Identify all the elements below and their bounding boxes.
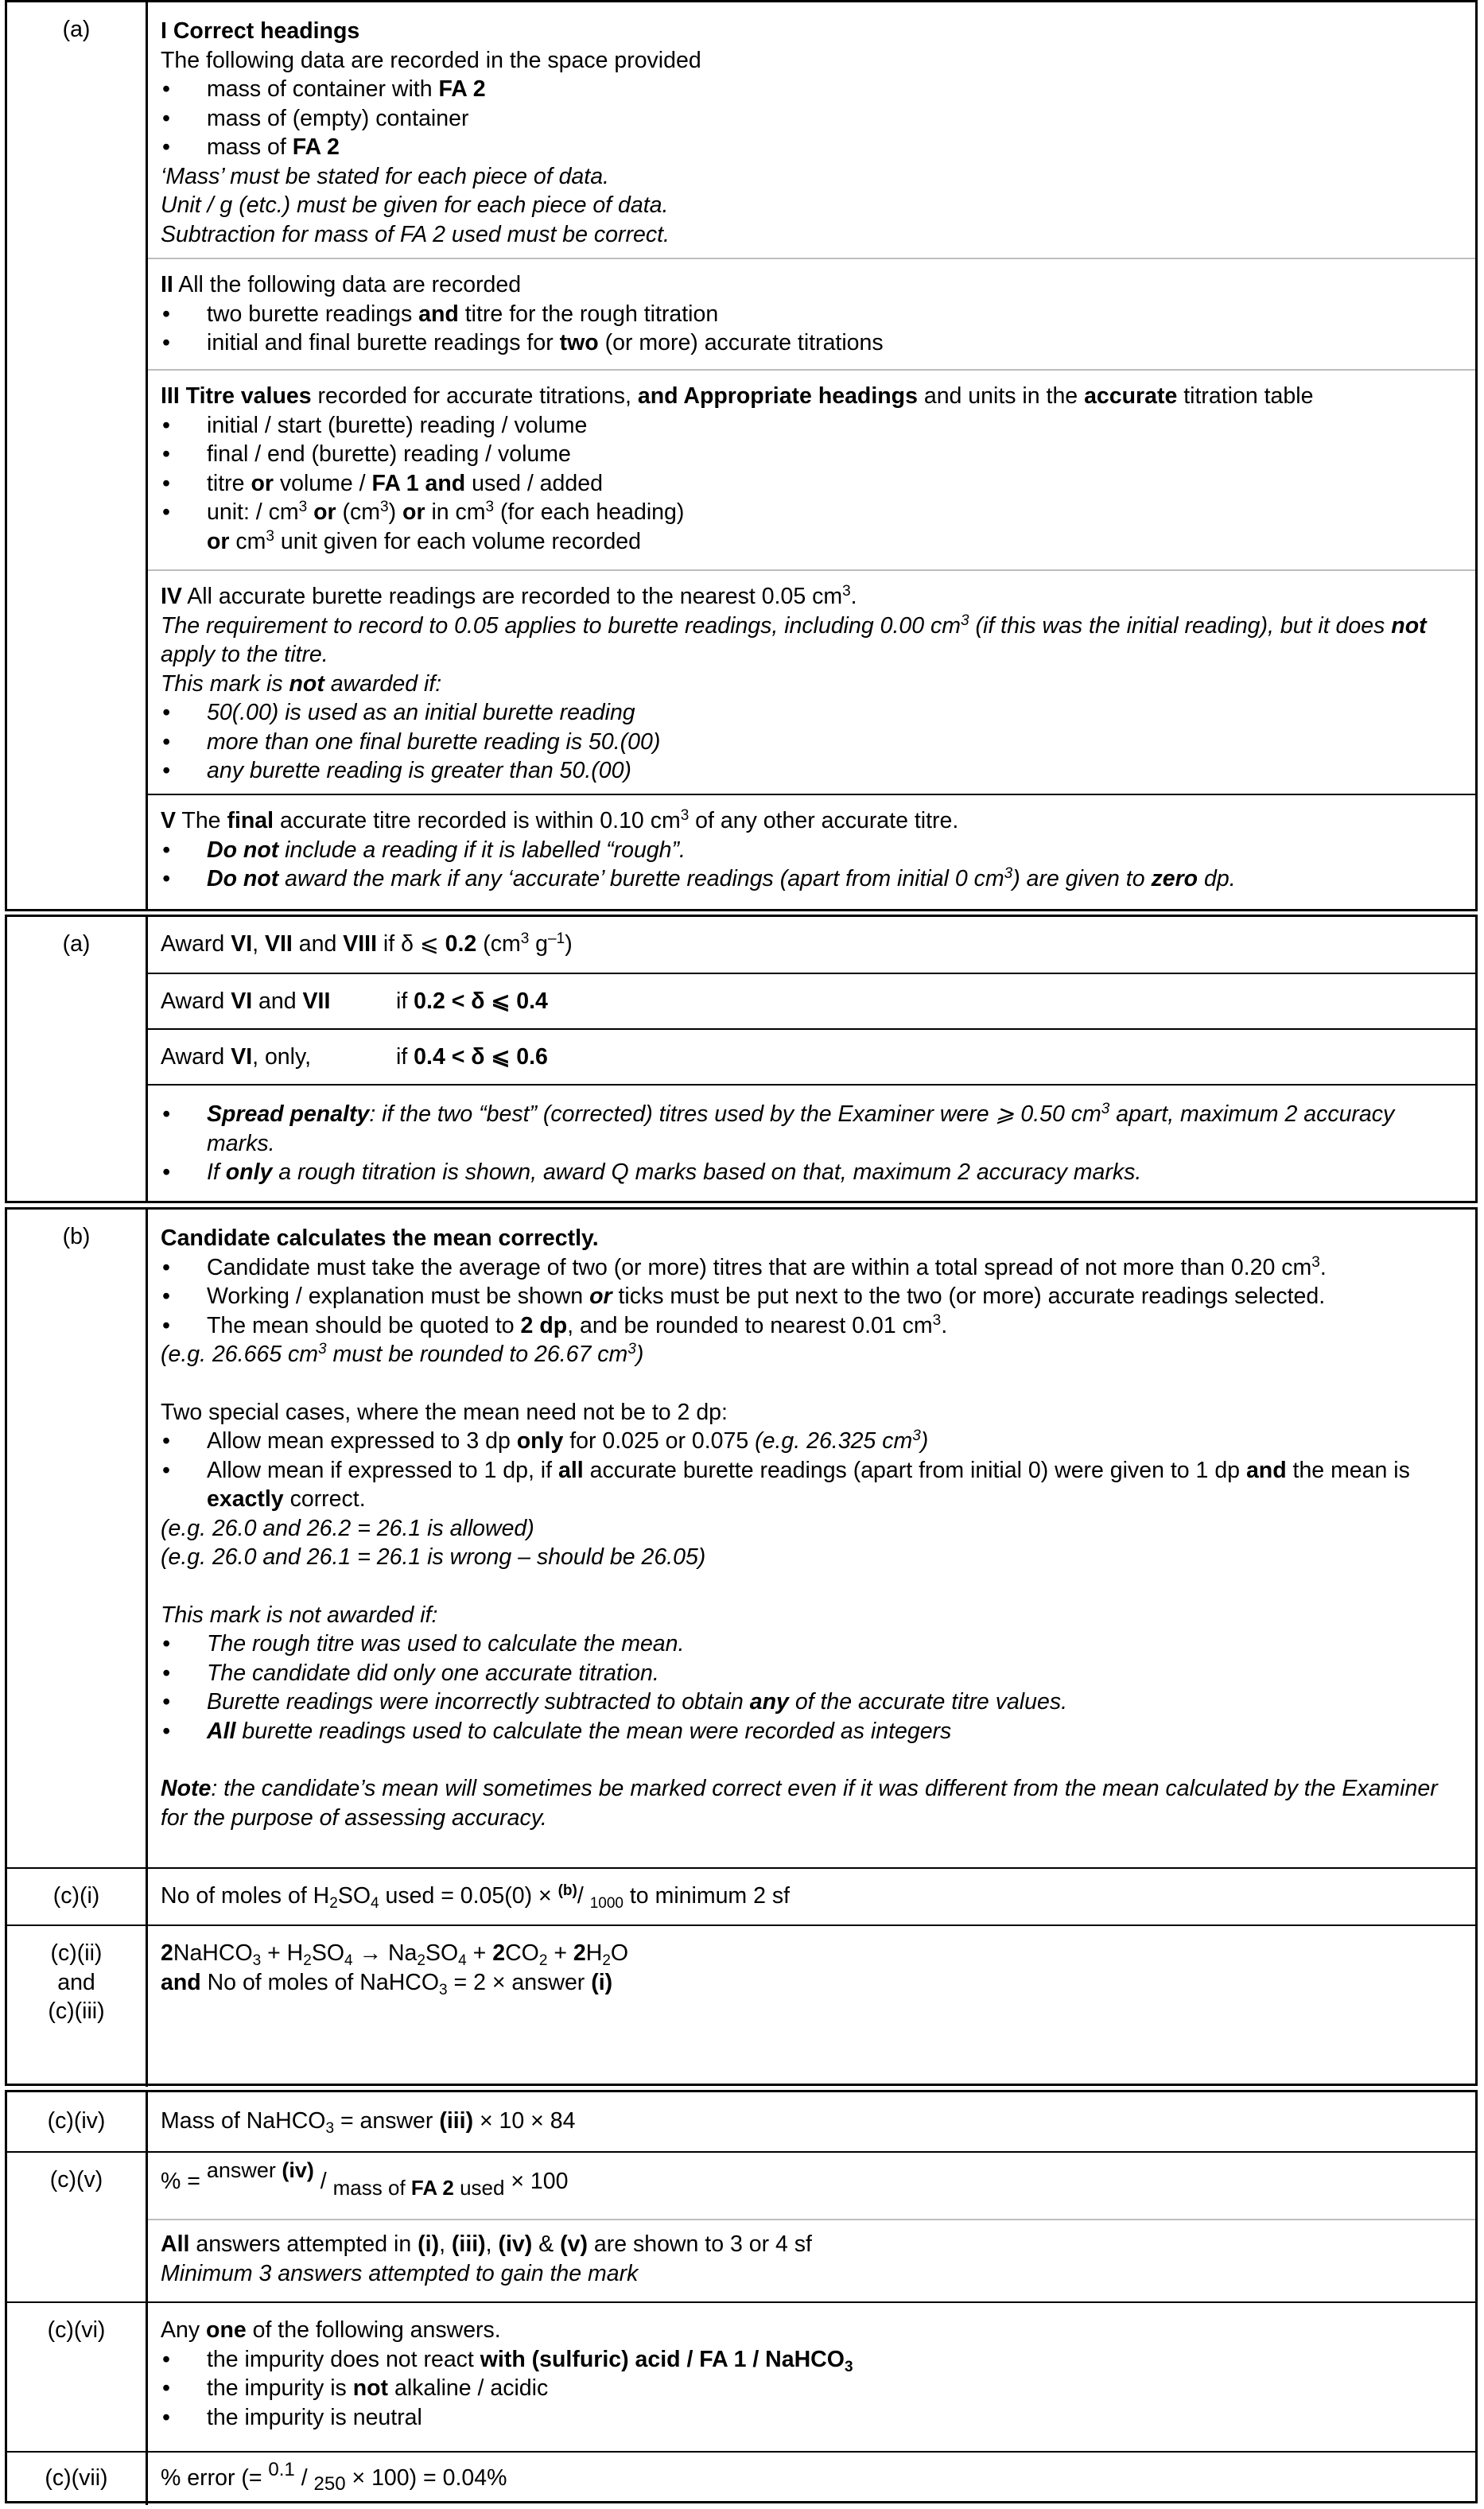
list-item: • Burette readings were incorrectly subtracted to obtain any of the accurate titre values. — [161, 1688, 1463, 1717]
row-c-v: (c)(v) % = $^{answer (iv)}$ / $_{mass of FA 2 used}$ × 100 All answers attempted in (i), (iii), (iv) & (v) are shown to 3 or 4 sf Minimum 3 answers attempted to gain the mark — [7, 2153, 1475, 2303]
list-item: • The rough titre was used to calculate the mean. — [161, 1629, 1463, 1659]
list-item: • Working / explanation must be shown or ticks must be put next to the two (or more) accurate readings selected. — [161, 1282, 1463, 1311]
list-item: • mass of container with FA 2 — [161, 75, 1463, 104]
accuracy-row-3: Award VI, only, if 0.4 < δ ⩽ 0.6 — [148, 1030, 1475, 1086]
list-item: • any burette reading is greater than 50.(00) — [161, 756, 1463, 786]
list-item: • The mean should be quoted to 2 dp, and be rounded to nearest 0.01 $cm^3$. — [161, 1311, 1463, 1341]
row-c-iv: (c)(iv) Mass of NaHCO$_3$ = answer (iii) × 10 × 84 — [7, 2092, 1475, 2153]
section-label-cell — [7, 2, 148, 909]
section-label-cell — [7, 917, 148, 1201]
list-item: • titre or volume / FA 1 and used / added — [161, 469, 1463, 499]
note-line: ‘Mass’ must be stated for each piece of data. — [161, 163, 609, 189]
list-item: • more than one final burette reading is 50.(00) — [161, 728, 1463, 757]
question-label: (a) — [62, 931, 91, 957]
section-c-iv-vii — [5, 2090, 1478, 2503]
question-label: and — [57, 1969, 95, 1995]
list-item: • the impurity is neutral — [161, 2403, 1463, 2433]
text-line: Any one of the following answers. — [161, 2317, 501, 2343]
example-line: (e.g. 26.0 and 26.1 = 26.1 is wrong – should be 26.05) — [161, 1544, 706, 1570]
question-label: (c)(ii) — [50, 1940, 103, 1966]
mark-iii-cell: III Titre values recorded for accurate titrations, and Appropriate headings and units in the accurate titration table • initial / start (burette) reading / volume • final / end (burette) reading / volume • titre or volume / FA 1 and used / added • unit: / $cm^3$ or $(cm^3)$ or in $cm^3$ (for each heading) or $cm^3$ unit given for each volume recorded — [148, 371, 1475, 571]
section-a-accuracy — [5, 915, 1478, 1203]
list-item: • final / end (burette) reading / volume — [161, 440, 1463, 469]
text-line: and No of moles of NaHCO$_3$ = 2 × answer (i) — [161, 1969, 613, 1998]
question-label: (c)(vi) — [47, 2317, 106, 2343]
note-line: Subtraction for mass of FA 2 used must be correct. — [161, 221, 670, 247]
row-c-i: (c)(i) No of moles of $H_2SO_4$ used = 0.05(0) × $^{(b)}$/ $_{1000}$ to minimum 2 sf — [7, 1869, 1475, 1926]
list-item: • Allow mean expressed to 3 dp only for 0.025 or 0.075 (e.g. 26.325 $cm^3$) — [161, 1427, 1463, 1456]
list-item: • the impurity does not react with (sulfuric) acid / FA 1 / NaHCO$_3$ — [161, 2345, 1463, 2375]
note-line: Unit / g (etc.) must be given for each piece of data. — [161, 192, 669, 218]
text-line: Two special cases, where the mean need not be to 2 dp: — [161, 1399, 728, 1425]
list-item: • Do not award the mark if any ‘accurate’ burette readings (apart from initial 0 $cm^3$) are given to zero dp. — [161, 864, 1463, 894]
text-line: All answers attempted in (i), (iii), (iv) & (v) are shown to 3 or 4 sf — [161, 2231, 812, 2257]
list-item: • two burette readings and titre for the rough titration — [161, 300, 1463, 329]
list-item: • mass of FA 2 — [161, 133, 1463, 162]
question-label: (b) — [62, 1224, 91, 1249]
note-line: Minimum 3 answers attempted to gain the mark — [161, 2260, 639, 2286]
list-continuation: or $cm^3$ unit given for each volume recorded — [207, 527, 642, 554]
note-line: This mark is not awarded if: — [161, 1602, 438, 1628]
list-item: • unit: / $cm^3$ or $(cm^3)$ or in $cm^3$ (for each heading) — [161, 498, 1463, 527]
list-item: • 50(.00) is used as an initial burette reading — [161, 698, 1463, 728]
section-b-c — [5, 1207, 1478, 2086]
list-item: • Do not include a reading if it is labelled “rough”. — [161, 836, 1463, 865]
question-label: (c)(iii) — [48, 1998, 105, 2024]
list-item: • The candidate did only one accurate titration. — [161, 1659, 1463, 1688]
accuracy-penalty-cell — [148, 1086, 1475, 1197]
question-label: (c)(i) — [52, 1883, 100, 1909]
mark-v-cell: V The final accurate titre recorded is within 0.10 $cm^3$ of any other accurate titre. • Do not include a reading if it is labelled “rough”. • Do not award the mark if any ‘accurate’ burette readings (apart from initial 0 $cm^3$) are given to zero dp. — [148, 795, 1475, 909]
question-label: (c)(vii) — [45, 2465, 108, 2491]
row-b: (b) Candidate calculates the mean correctly. • Candidate must take the average of two (or more) titres that are within a total spread of not more than 0.20 $cm^3$. • Working / explanation must be shown or ticks must be put next to the two (or more) accurate readings selected. • The mean should be quoted to 2 dp, and be rounded to nearest 0.01 $cm^3$. (e.g. 26.665 $cm^3$ must be rounded to 26.67 $cm^3$) Two special cases, where the mean need not be to 2 dp: • Allow mean expressed to 3 dp only for 0.025 or 0.075 (e.g. 26.325 $cm^3$) • Allow mean if expressed to 1 dp, if all accurate burette readings (apart from initial 0) were given to 1 dp and the mean is exactly correct. (e.g. 26.0 and 26.2 = 26.1 is allowed) (e.g. 26.0 and 26.1 = 26.1 is wrong – should be 26.05) This mark is not awarded if: • The rough titre was used to calculate the mean. • The candidate did only one accurate titration. • Burette readings were incorrectly subtracted to obtain any of the accurate titre values. • All burette readings used to calculate the mean were recorded as integers Note: the candidate’s mean will sometimes be marked correct even if it was different from the mean calculated by the Examiner for the purpose of assessing accuracy. — [7, 1210, 1475, 1869]
row-c-ii-iii — [7, 1926, 1475, 2087]
accuracy-row-2: Award VI and VII if 0.2 < δ ⩽ 0.4 — [148, 974, 1475, 1030]
example-line: (e.g. 26.0 and 26.2 = 26.1 is allowed) — [161, 1515, 534, 1541]
row-c-vi — [7, 2303, 1475, 2453]
accuracy-row-1: Award VI, VII and VIII if δ ⩽ 0.2 ($cm^3$ $g^{-1}$) — [148, 917, 1475, 974]
list-item: • All burette readings used to calculate the mean were recorded as integers — [161, 1717, 1463, 1746]
question-label: (c)(iv) — [47, 2108, 106, 2134]
list-item: • If only a rough titration is shown, award Q marks based on that, maximum 2 accuracy marks. — [161, 1158, 1463, 1187]
mark-iv-cell: IV All accurate burette readings are recorded to the nearest 0.05 $cm^3$. The requirement to record to 0.05 applies to burette readings, including 0.00 $cm^3$ (if this was the initial reading), but it does not apply to the titre. This mark is not awarded if: • 50(.00) is used as an initial burette reading • more than one final burette reading is 50.(00) • any burette reading is greater than 50.(00) — [148, 571, 1475, 795]
question-label: (a) — [62, 17, 91, 42]
row-c-vii: (c)(vii) % error (= $^{0.1}$ / $_{250}$ × 100) = 0.04% — [7, 2453, 1475, 2505]
list-item: • initial and final burette readings for two (or more) accurate titrations — [161, 328, 1463, 358]
mark-ii-cell: II All the following data are recorded • two burette readings and titre for the rough titration • initial and final burette readings for two (or more) accurate titrations — [148, 259, 1475, 371]
mark-i-cell — [148, 2, 1475, 259]
list-item: • the impurity is not alkaline / acidic — [161, 2374, 1463, 2403]
question-label: (c)(v) — [49, 2167, 103, 2192]
list-item: • Spread penalty: if the two “best” (corrected) titres used by the Examiner were ⩾ 0.50 $cm^3$ apart, maximum 2 accuracy marks. — [161, 1100, 1463, 1158]
equation-line: 2NaHCO$_3$ + $H_2SO_4 \to Na_2SO_4 + 2CO_2 + 2H_2O$ — [161, 1940, 629, 1969]
mark-title: Candidate calculates the mean correctly. — [161, 1225, 599, 1251]
list-item: • Allow mean if expressed to 1 dp, if all accurate burette readings (apart from initial 0) were given to 1 dp and the mean is exactly correct. — [161, 1456, 1463, 1514]
list-item: • initial / start (burette) reading / volume — [161, 411, 1463, 441]
section-a-headings — [5, 0, 1478, 911]
mark-title: I Correct headings — [161, 18, 360, 44]
list-item: • mass of (empty) container — [161, 104, 1463, 134]
list-item: • Candidate must take the average of two (or more) titres that are within a total spread of not more than 0.20 $cm^3$. — [161, 1253, 1463, 1283]
text-line: The following data are recorded in the space provided — [161, 47, 701, 73]
